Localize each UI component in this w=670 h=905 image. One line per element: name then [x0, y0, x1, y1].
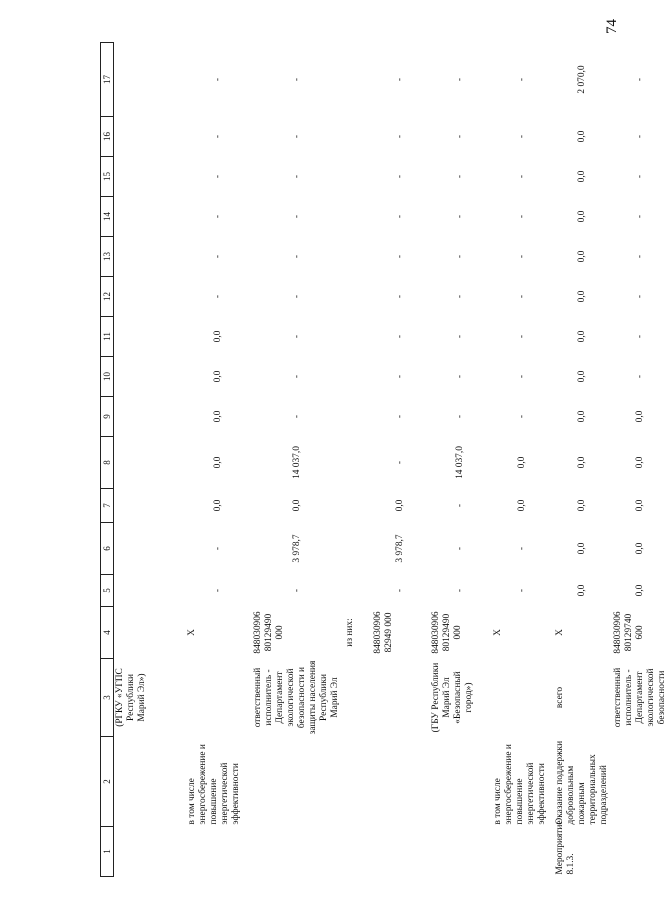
- value-cell: -: [516, 134, 527, 139]
- value-cell: -: [291, 294, 302, 299]
- value-cell: [114, 397, 186, 437]
- value-cell: [114, 489, 186, 523]
- executor-cell: [186, 659, 252, 737]
- value-cell: [344, 357, 372, 397]
- value-cell: -: [291, 588, 302, 593]
- value-cell: 0,0: [576, 170, 587, 183]
- description-cell: в том числе энергосбережение и повышение энергетической эффективности: [186, 744, 241, 825]
- value-cell: 0,0: [212, 330, 223, 343]
- executor-cell: ответственный исполнитель - Департамент экологической безопасности: [612, 667, 667, 728]
- value-cell: -: [291, 414, 302, 419]
- measure-cell: [186, 827, 252, 877]
- value-cell: 0,0: [634, 584, 645, 597]
- value-cell: -: [454, 254, 465, 259]
- header-cell: 13: [101, 237, 114, 277]
- header-cell: 15: [101, 157, 114, 197]
- header-cell: 10: [101, 357, 114, 397]
- value-cell: [344, 397, 372, 437]
- value-cell: -: [212, 214, 223, 219]
- header-cell: 17: [101, 43, 114, 117]
- table-row: [372, 43, 430, 877]
- value-cell: -: [394, 414, 405, 419]
- executor-cell: (РГКУ «УГПС Республики Марий Эл»): [115, 668, 148, 727]
- header-cell: 11: [101, 317, 114, 357]
- table-row: [612, 43, 670, 877]
- measure-cell: [492, 827, 554, 877]
- value-cell: -: [454, 214, 465, 219]
- value-cell: [114, 43, 186, 117]
- measure-cell: [344, 827, 372, 877]
- header-cell: 3: [101, 659, 114, 737]
- description-cell: [114, 737, 186, 827]
- description-cell: [344, 737, 372, 827]
- executor-cell: ответственный исполнитель - Департамент экологической безопасности и защиты населения Республики Марий Эл: [252, 660, 341, 735]
- value-cell: [344, 317, 372, 357]
- value-cell: -: [454, 546, 465, 551]
- value-cell: -: [516, 588, 527, 593]
- value-cell: 14 037,0: [454, 446, 465, 479]
- header-cell: 5: [101, 575, 114, 607]
- value-cell: 0,0: [516, 456, 527, 469]
- value-cell: -: [394, 77, 405, 82]
- value-cell: -: [454, 294, 465, 299]
- value-cell: [344, 43, 372, 117]
- table-row: [430, 43, 492, 877]
- table-row: [492, 43, 554, 877]
- value-cell: [344, 117, 372, 157]
- value-cell: -: [291, 334, 302, 339]
- value-cell: 0,0: [291, 499, 302, 512]
- header-cell: 14: [101, 197, 114, 237]
- measure-cell: [114, 827, 186, 877]
- value-cell: 0,0: [576, 456, 587, 469]
- value-cell: 0,0: [634, 542, 645, 555]
- table-body: [101, 43, 670, 877]
- value-cell: [114, 237, 186, 277]
- header-cell: 12: [101, 277, 114, 317]
- value-cell: 0,0: [576, 499, 587, 512]
- value-cell: 0,0: [576, 290, 587, 303]
- value-cell: -: [634, 214, 645, 219]
- value-cell: [344, 437, 372, 489]
- budget-code-cell: 848030906 80129490 000: [252, 611, 285, 654]
- budget-code-cell: из них:: [344, 618, 355, 647]
- budget-code-cell: X: [554, 629, 565, 636]
- header-cell: 6: [101, 523, 114, 575]
- value-cell: -: [212, 254, 223, 259]
- description-cell: [430, 737, 492, 827]
- value-cell: [114, 277, 186, 317]
- value-cell: -: [516, 174, 527, 179]
- description-cell: [252, 737, 344, 827]
- value-cell: -: [634, 294, 645, 299]
- value-cell: -: [454, 414, 465, 419]
- value-cell: 0,0: [394, 499, 405, 512]
- value-cell: 2 070,0: [576, 65, 587, 94]
- value-cell: -: [516, 414, 527, 419]
- value-cell: 0,0: [576, 584, 587, 597]
- value-cell: -: [394, 588, 405, 593]
- measure-cell: [612, 827, 670, 877]
- rotated-table-container: [100, 43, 667, 877]
- value-cell: 0,0: [576, 370, 587, 383]
- executor-cell: [372, 659, 430, 737]
- value-cell: [344, 489, 372, 523]
- value-cell: [114, 575, 186, 607]
- value-cell: [344, 277, 372, 317]
- measure-cell: [372, 827, 430, 877]
- value-cell: [344, 197, 372, 237]
- value-cell: -: [291, 174, 302, 179]
- executor-cell: [344, 659, 372, 737]
- value-cell: 3 978,7: [394, 534, 405, 563]
- value-cell: -: [454, 374, 465, 379]
- value-cell: 0,0: [634, 410, 645, 423]
- value-cell: [114, 197, 186, 237]
- value-cell: 0,0: [634, 456, 645, 469]
- value-cell: -: [394, 334, 405, 339]
- value-cell: -: [212, 174, 223, 179]
- budget-code-cell: 848030906 80129740 600: [612, 611, 645, 654]
- value-cell: -: [516, 214, 527, 219]
- value-cell: -: [291, 77, 302, 82]
- value-cell: -: [516, 77, 527, 82]
- table-row: [114, 43, 186, 877]
- table-row: [554, 43, 612, 877]
- value-cell: -: [394, 294, 405, 299]
- value-cell: 0,0: [212, 499, 223, 512]
- value-cell: -: [291, 374, 302, 379]
- header-cell: 1: [101, 827, 114, 877]
- value-cell: -: [634, 374, 645, 379]
- header-cell: 16: [101, 117, 114, 157]
- value-cell: -: [291, 214, 302, 219]
- value-cell: -: [394, 214, 405, 219]
- value-cell: [114, 523, 186, 575]
- value-cell: 0,0: [576, 130, 587, 143]
- value-cell: -: [634, 77, 645, 82]
- value-cell: 14 037,0: [291, 446, 302, 479]
- header-cell: 2: [101, 737, 114, 827]
- value-cell: 0,0: [576, 250, 587, 263]
- measure-cell: [430, 827, 492, 877]
- measure-cell: [252, 827, 344, 877]
- value-cell: -: [394, 374, 405, 379]
- value-cell: [114, 117, 186, 157]
- value-cell: 0,0: [576, 542, 587, 555]
- value-cell: -: [454, 174, 465, 179]
- value-cell: -: [212, 546, 223, 551]
- value-cell: -: [212, 77, 223, 82]
- value-cell: -: [516, 294, 527, 299]
- data-table: [100, 42, 670, 877]
- description-cell: в том числе энергосбережение и повышение энергетической эффективности: [492, 744, 547, 825]
- value-cell: 0,0: [576, 330, 587, 343]
- header-cell: 4: [101, 607, 114, 659]
- value-cell: -: [454, 134, 465, 139]
- budget-code-cell: 848030906 80129490 000: [430, 611, 463, 654]
- value-cell: -: [454, 77, 465, 82]
- value-cell: 0,0: [576, 210, 587, 223]
- value-cell: 0,0: [212, 410, 223, 423]
- executor-cell: [492, 659, 554, 737]
- value-cell: -: [516, 374, 527, 379]
- budget-code-cell: X: [186, 629, 197, 636]
- value-cell: [114, 317, 186, 357]
- value-cell: -: [634, 334, 645, 339]
- measure-cell: Мероприятие 8.1.3.: [554, 820, 576, 875]
- value-cell: -: [516, 334, 527, 339]
- value-cell: [114, 157, 186, 197]
- executor-cell: (ГБУ Республики Марий Эл «Безопасный город»): [430, 662, 474, 733]
- table-row: [252, 43, 344, 877]
- value-cell: -: [454, 503, 465, 508]
- budget-code-cell: 848030906 82949 000: [372, 611, 394, 654]
- value-cell: [344, 575, 372, 607]
- value-cell: [114, 357, 186, 397]
- value-cell: -: [394, 254, 405, 259]
- value-cell: 0,0: [516, 499, 527, 512]
- description-cell: [372, 737, 430, 827]
- description-cell: Оказание поддержки добровольным пожарным территориальных подразделений: [554, 740, 609, 825]
- value-cell: [344, 237, 372, 277]
- budget-code-cell: [114, 607, 186, 659]
- value-cell: -: [454, 334, 465, 339]
- value-cell: -: [291, 134, 302, 139]
- value-cell: -: [454, 588, 465, 593]
- value-cell: -: [394, 174, 405, 179]
- value-cell: -: [634, 134, 645, 139]
- header-cell: 7: [101, 489, 114, 523]
- table-row: [186, 43, 252, 877]
- value-cell: [344, 523, 372, 575]
- value-cell: -: [394, 460, 405, 465]
- page-number: 74: [604, 19, 620, 34]
- value-cell: -: [212, 294, 223, 299]
- value-cell: 0,0: [212, 370, 223, 383]
- header-cell: 8: [101, 437, 114, 489]
- value-cell: -: [394, 134, 405, 139]
- table-row: [344, 43, 372, 877]
- value-cell: [114, 437, 186, 489]
- value-cell: 0,0: [634, 499, 645, 512]
- value-cell: 0,0: [576, 410, 587, 423]
- table-header-row: [101, 43, 114, 877]
- value-cell: [344, 157, 372, 197]
- value-cell: 0,0: [212, 456, 223, 469]
- description-cell: [612, 737, 670, 827]
- value-cell: -: [212, 588, 223, 593]
- value-cell: -: [212, 134, 223, 139]
- value-cell: 3 978,7: [291, 534, 302, 563]
- executor-cell: всего: [554, 686, 565, 709]
- value-cell: -: [516, 254, 527, 259]
- value-cell: -: [516, 546, 527, 551]
- value-cell: -: [634, 174, 645, 179]
- budget-code-cell: X: [492, 629, 503, 636]
- header-cell: 9: [101, 397, 114, 437]
- value-cell: -: [634, 254, 645, 259]
- value-cell: -: [291, 254, 302, 259]
